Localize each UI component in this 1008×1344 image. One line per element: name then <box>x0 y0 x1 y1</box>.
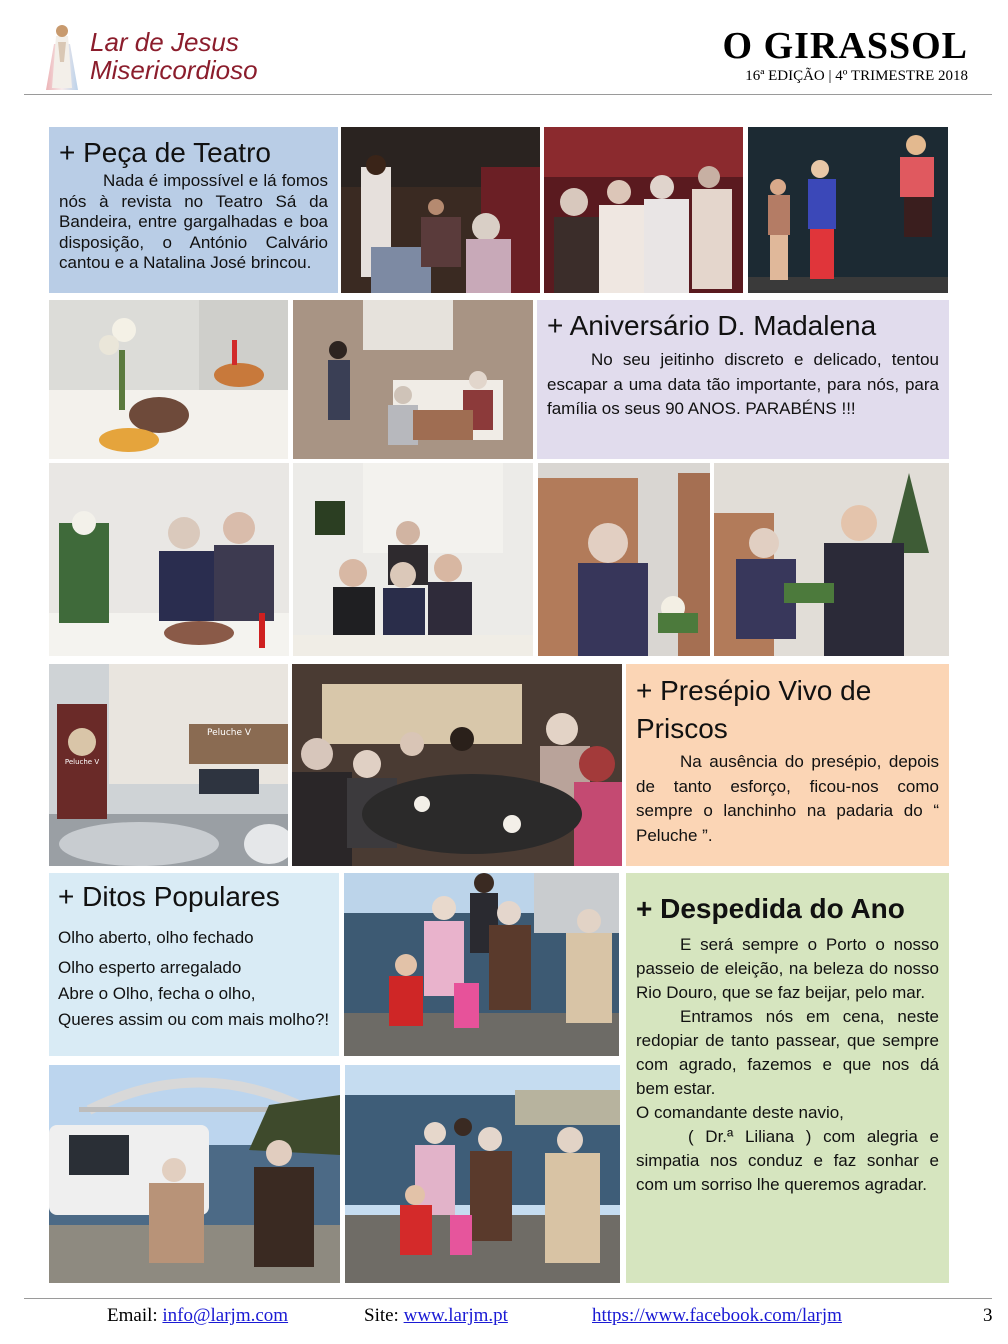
photo-teatro-audience <box>341 127 540 293</box>
footer-facebook <box>592 1305 842 1327</box>
photo-porto-group <box>344 873 619 1056</box>
site-label: Site: <box>364 1305 399 1326</box>
ditos-lines <box>58 925 330 1033</box>
page-number: 3 <box>983 1305 993 1326</box>
site-link[interactable]: www.larjm.pt <box>403 1305 508 1326</box>
footer-site <box>364 1305 508 1327</box>
photo-birthday-table <box>49 300 288 459</box>
peluche-sign-text: Peluche V <box>64 758 100 766</box>
photo-madalena-flowers <box>714 463 949 656</box>
aniversario-title: + Aniversário D. Madalena <box>547 310 877 341</box>
photo-peluche-shop <box>49 664 288 866</box>
despedida-title: + Despedida do Ano <box>636 893 905 924</box>
newsletter-title: O GIRASSOL <box>722 25 968 67</box>
peluche-shop-text: Peluche V <box>207 728 252 738</box>
despedida-box <box>626 873 949 1283</box>
presepio-title: + Presépio Vivo de Priscos <box>636 675 872 744</box>
ditos-line-3: Abre o Olho, fecha o olho, <box>58 984 256 1003</box>
logo <box>40 22 310 92</box>
photo-madalena-hug <box>49 463 289 656</box>
logo-text <box>90 28 258 84</box>
photo-peluche-snack <box>292 664 622 866</box>
logo-line1: Lar de Jesus <box>90 27 239 57</box>
ditos-line-4: Queres assim ou com mais molho?! <box>58 1010 330 1029</box>
despedida-p2: Entramos nós em cena, neste redopiar de tanto passear, que sempre com agrado, fazemos e que nos dá bem estar. <box>636 1007 939 1098</box>
aniversario-box <box>537 300 949 459</box>
presepio-text: Na ausência do presépio, depois de tanto esforço, ficou-nos como sempre o lanchinho na padaria do “ Peluche ”. <box>636 752 939 845</box>
ditos-line-1: Olho aberto, olho fechado <box>58 928 254 947</box>
despedida-p3: O comandante deste navio, <box>636 1103 844 1122</box>
presepio-box <box>626 664 949 866</box>
email-link[interactable]: info@larjm.com <box>162 1305 289 1326</box>
aniversario-text: No seu jeitinho discreto e delicado, tentou escapar a uma data tão importante, para nós, para família os seus 90 ANOS. PARABÉNS !!! <box>547 350 939 418</box>
logo-line2: Misericordioso <box>90 55 258 85</box>
header-divider <box>24 94 992 95</box>
jesus-figure-icon <box>40 22 84 92</box>
despedida-p1: E será sempre o Porto o nosso passeio de eleição, na beleza do nosso Rio Douro, que se faz beijar, pelo mar. <box>636 935 939 1002</box>
photo-birthday-room <box>293 300 533 459</box>
footer-divider <box>24 1298 992 1299</box>
photo-teatro-seated <box>544 127 743 293</box>
teatro-text: Nada é impossível e lá fomos nós à revista no Teatro Sá da Bandeira, entre gargalhadas e boa disposição, o António Calvário cantou e a Natalina José brincou. <box>59 171 328 272</box>
photo-porto-river <box>345 1065 620 1283</box>
footer-email <box>107 1305 288 1327</box>
photo-teatro-stage <box>748 127 948 293</box>
ditos-line-2: Olho esperto arregalado <box>58 958 242 977</box>
email-label: Email: <box>107 1305 158 1326</box>
photo-madalena-family <box>293 463 533 656</box>
ditos-title: + Ditos Populares <box>58 881 280 912</box>
photo-madalena-chair <box>538 463 710 656</box>
despedida-text <box>636 933 939 1197</box>
despedida-p4: ( Dr.ª Liliana ) com alegria e simpatia nos conduz e faz sonhar e com um sorriso lhe queremos agradar. <box>636 1127 939 1194</box>
teatro-title: + Peça de Teatro <box>59 137 271 168</box>
teatro-box <box>49 127 338 293</box>
ditos-box <box>49 873 339 1056</box>
facebook-link[interactable]: https://www.facebook.com/larjm <box>592 1305 842 1326</box>
photo-bridge-van <box>49 1065 340 1283</box>
edition-line: 16ª EDIÇÃO | 4º TRIMESTRE 2018 <box>745 68 968 84</box>
